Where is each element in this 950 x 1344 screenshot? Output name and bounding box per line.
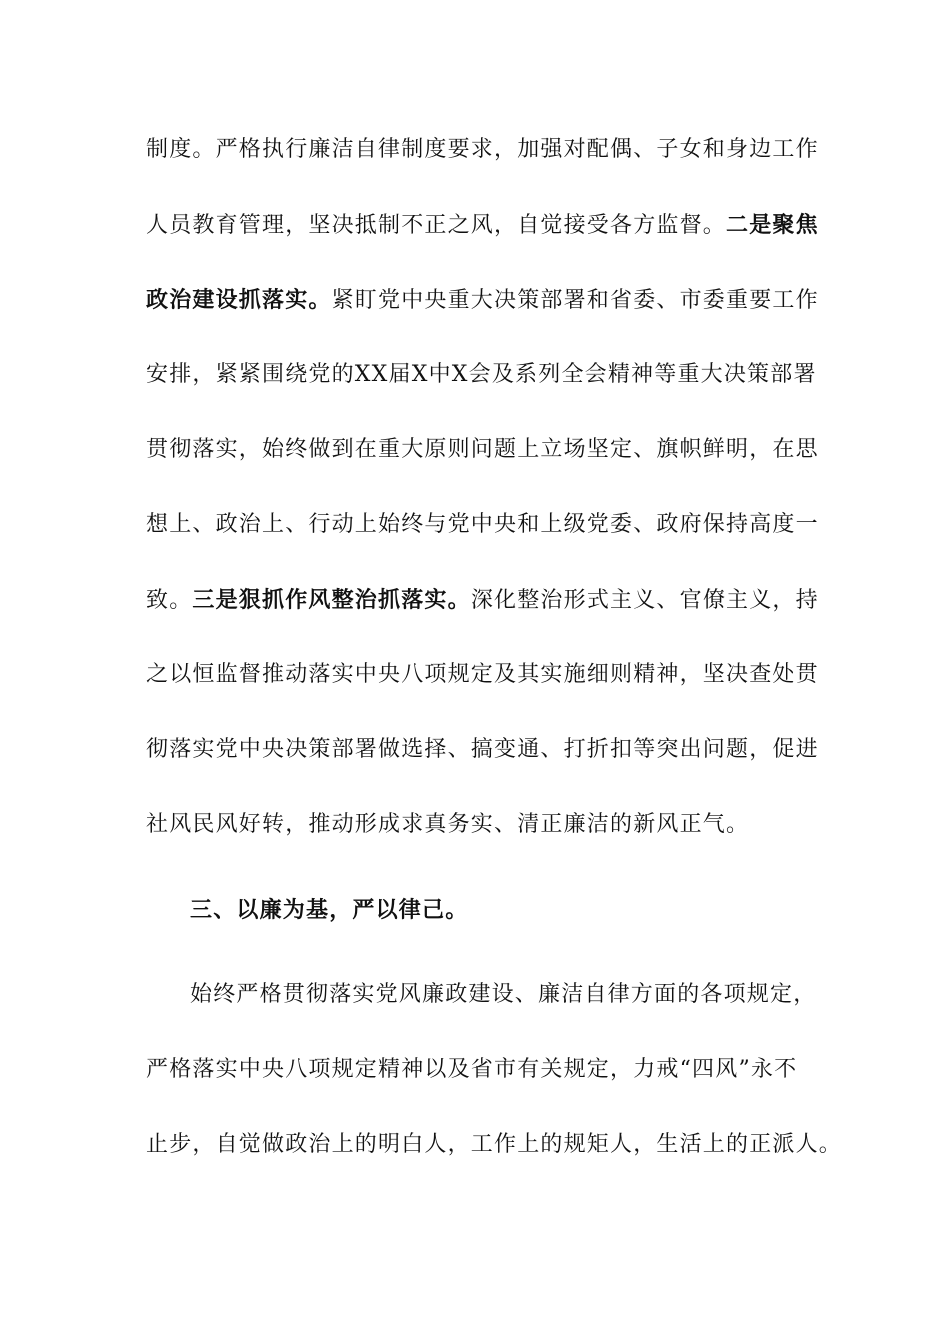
- paragraph-line: [146, 580, 819, 620]
- paragraph-line: [146, 505, 819, 545]
- text-run: 深化整治形式主义、官僚主义，持: [470, 588, 819, 613]
- paragraph-line: [146, 280, 819, 320]
- paragraph-line: [190, 975, 850, 1015]
- text-run: 止步，自觉做政治上的明白人，工作上的规矩人，生活上的正派人。: [146, 1132, 843, 1157]
- bold-text-run: 政治建设抓落实。: [146, 287, 332, 313]
- text-run: 严格落实中央八项规定精神以及省市有关规定，力戒“四风”永不: [146, 1057, 798, 1082]
- bold-text-run: 三是狠抓作风整治抓落实。: [192, 587, 471, 613]
- paragraph-line: [146, 1125, 843, 1165]
- text-run: 社风民风好转，推动形成求真务实、清正廉洁的新风正气。: [146, 812, 750, 837]
- paragraph-line: [146, 730, 819, 770]
- text-run: 致。: [146, 588, 193, 613]
- text-run: 安排，紧紧围绕党的XX届X中X会及系列全会精神等重大决策部署: [146, 362, 817, 387]
- paragraph-line: [146, 805, 806, 845]
- text-run: 制度。严格执行廉洁自律制度要求，加强对配偶、子女和身边工作: [146, 137, 819, 162]
- text-run: 紧盯党中央重大决策部署和省委、市委重要工作: [331, 288, 819, 313]
- text-run: 彻落实党中央决策部署做选择、搞变通、打折扣等突出问题，促进: [146, 737, 819, 762]
- text-run: 之以恒监督推动落实中央八项规定及其实施细则精神，坚决查处贯: [146, 662, 819, 687]
- paragraph-line: [146, 355, 817, 395]
- paragraph-line: [146, 430, 819, 470]
- paragraph-line: [146, 205, 819, 245]
- bold-text-run: 二是聚焦: [726, 212, 819, 238]
- paragraph-line: [146, 655, 819, 695]
- paragraph-line: [146, 1050, 806, 1090]
- section-heading: 三、以廉为基，严以律己。: [190, 897, 469, 923]
- text-run: 始终严格贯彻落实党风廉政建设、廉洁自律方面的各项规定，: [190, 982, 817, 1007]
- paragraph-line: [146, 130, 819, 170]
- text-run: 人员教育管理，坚决抵制不正之风，自觉接受各方监督。: [146, 213, 727, 238]
- text-run: 贯彻落实，始终做到在重大原则问题上立场坚定、旗帜鲜明，在思: [146, 437, 819, 462]
- text-run: 想上、政治上、行动上始终与党中央和上级党委、政府保持高度一: [146, 512, 819, 537]
